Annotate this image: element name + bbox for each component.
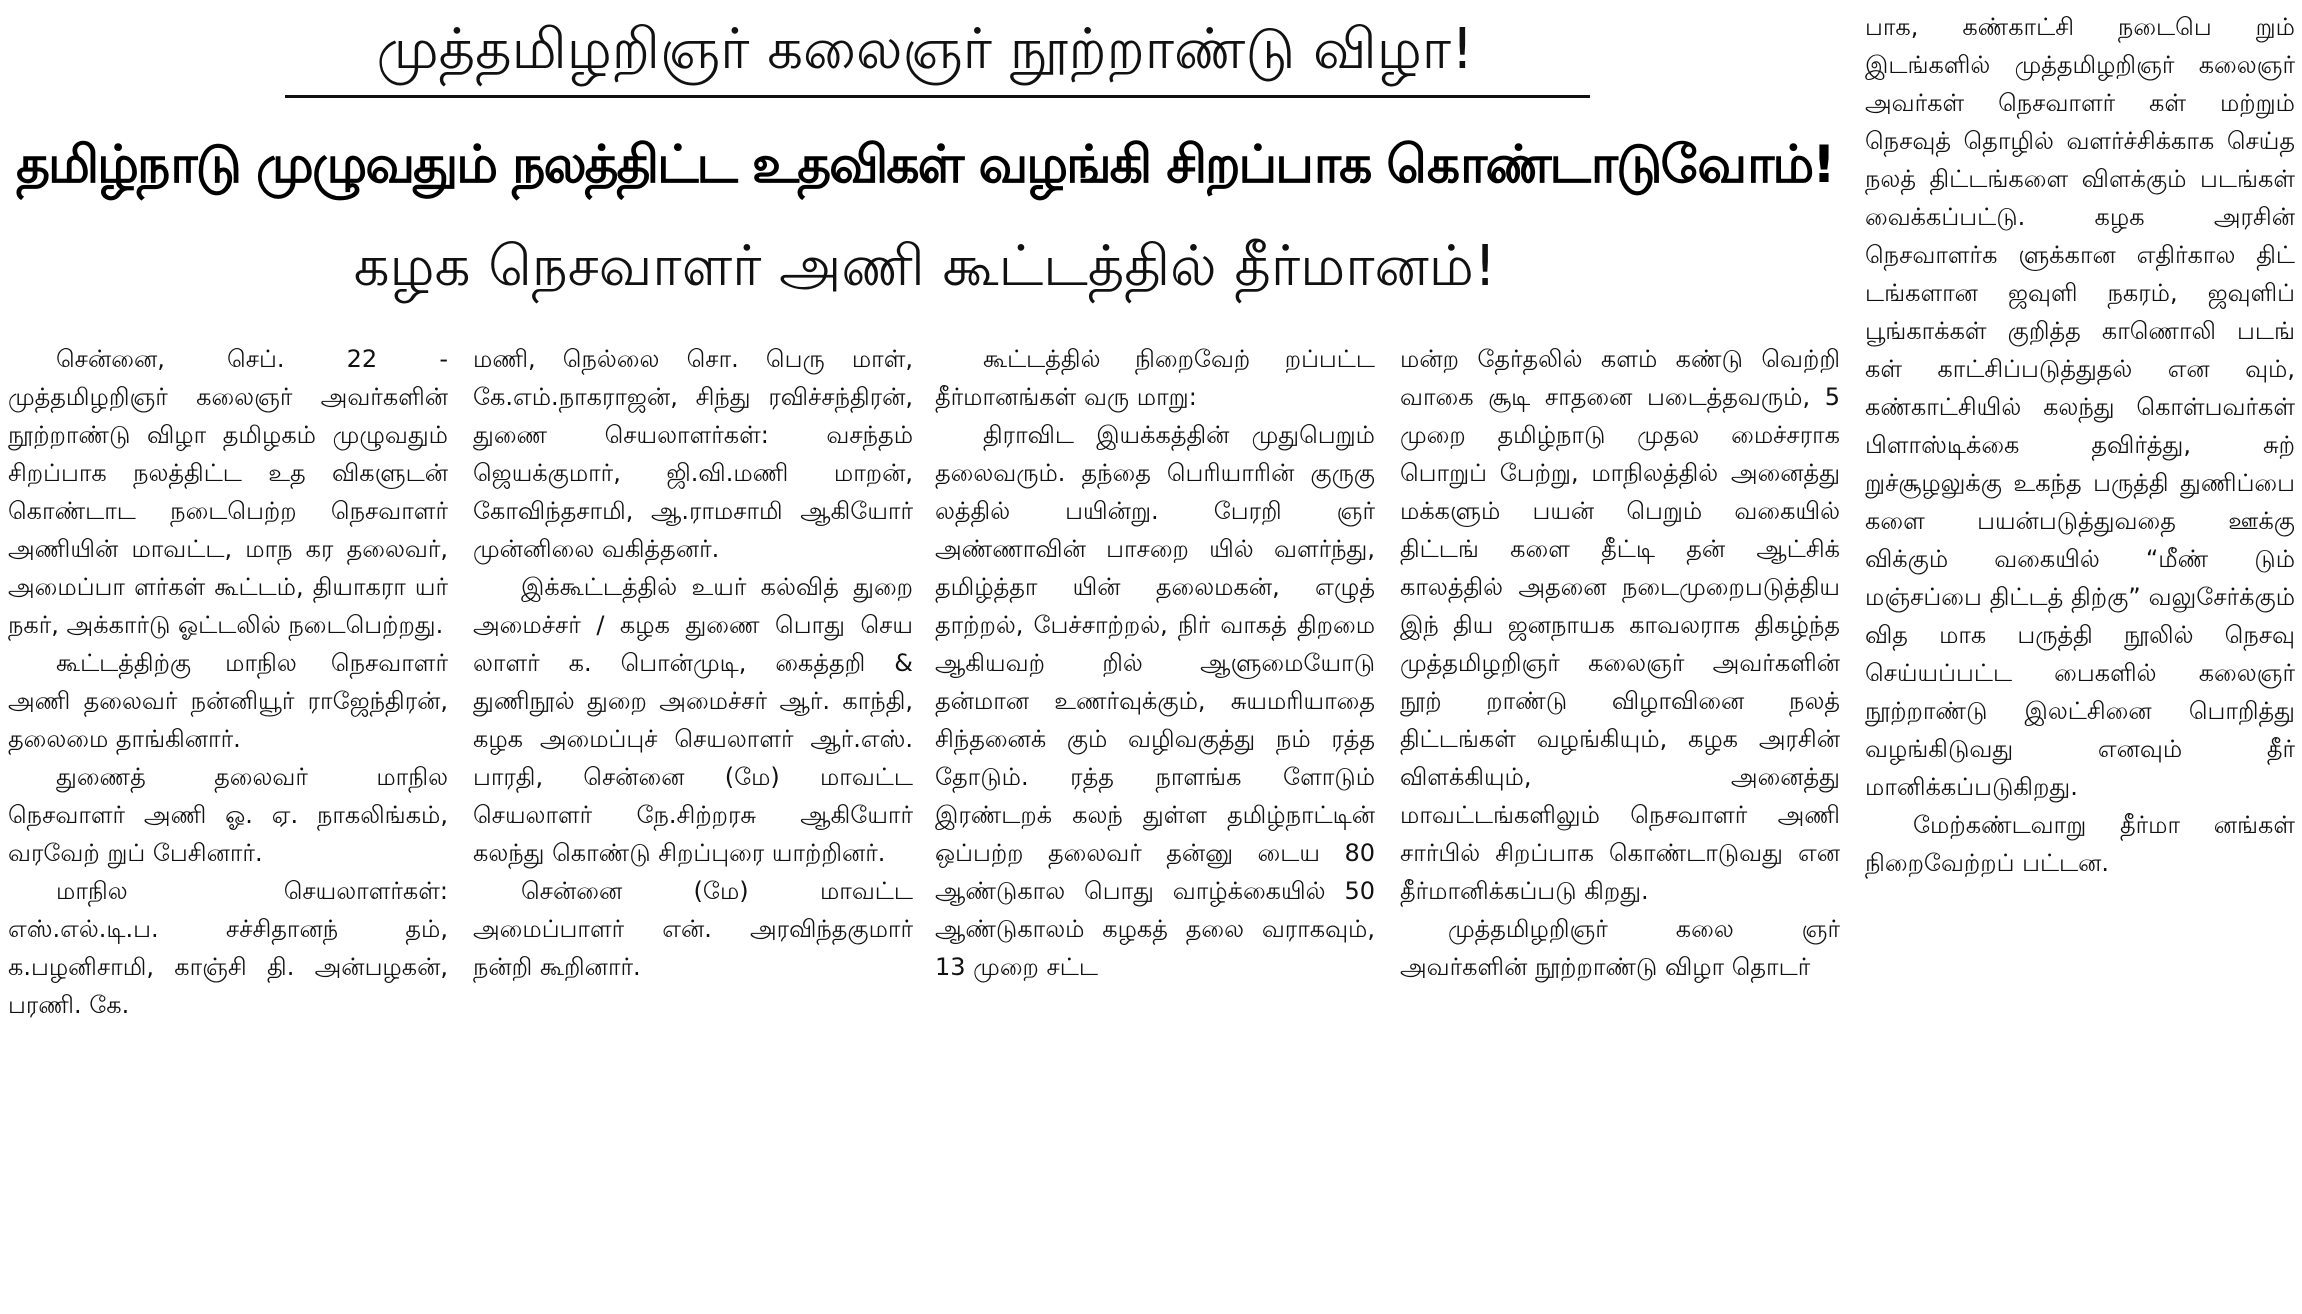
paragraph: மேற்கண்டவாறு தீர்மா னங்கள் நிறைவேற்றப் பட்டன.	[1865, 811, 2295, 877]
article-column-4	[1400, 340, 1840, 1305]
paragraph: மாநில செயலாளர்கள்: எஸ்.எல்.டி.ப. சச்சிதானந் தம், க.பழனிசாமி, காஞ்சி தி. அன்பழகன், பரணி. கே.	[8, 877, 448, 1019]
paragraph: சென்னை (மே) மாவட்ட அமைப்பாளர் என். அரவிந்தகுமார் நன்றி கூறினார்.	[473, 877, 913, 981]
paragraph: திராவிட இயக்கத்தின் முதுபெறும் தலைவரும். தந்தை பெரியாரின் குருகு லத்தில் பயின்று. பேரறி ஞர் அண்ணாவின் பாசறை யில் வளர்ந்து, தமிழ்த்தா யின் தலைமகன், எழுத் தாற்றல், பேச்சாற்றல், நிர் வாகத் திறமை ஆகியவற் றில் ஆளுமையோடு தன்மான உணர்வுக்கும், சுயமரியாதை சிந்தனைக் கும் வழிவகுத்து நம் ரத்த தோடும். ரத்த நாளங்க ளோடும் இரண்டறக் கலந் துள்ள தமிழ்நாட்டின் ஒப்பற்ற தலைவர் தன்னு டைய 80 ஆண்டுகால பொது வாழ்க்கையில் 50 ஆண்டுகாலம் கழகத் தலை வராகவும், 13 முறை சட்ட	[935, 421, 1375, 981]
article-column-5	[1865, 8, 2295, 1308]
article-column-3	[935, 340, 1375, 1305]
paragraph: மன்ற தேர்தலில் களம் கண்டு வெற்றி வாகை சூடி சாதனை படைத்தவரும், 5 முறை தமிழ்நாடு முதல மைச்சராக பொறுப் பேற்று, மாநிலத்தில் அனைத்து மக்களும் பயன் பெறும் வகையில் திட்டங் களை தீட்டி தன் ஆட்சிக் காலத்தில் அதனை நடைமுறைபடுத்திய இந் திய ஜனநாயக காவலராக திகழ்ந்த முத்தமிழறிஞர் கலைஞர் அவர்களின் நூற் றாண்டு விழாவினை நலத் திட்டங்கள் வழங்கியும், கழக அரசின் விளக்கியும், அனைத்து மாவட்டங்களிலும் நெசவாளர் அணி சார்பில் சிறப்பாக கொண்டாடுவது என தீர்மானிக்கப்படு கிறது.	[1400, 345, 1840, 905]
paragraph: சென்னை, செப். 22 - முத்தமிழறிஞர் கலைஞர் அவர்களின் நூற்றாண்டு விழா தமிழகம் முழுவதும் சிறப்பாக நலத்திட்ட உத விகளுடன் கொண்டாட நடைபெற்ற நெசவாளர் அணியின் மாவட்ட, மாந கர தலைவர், அமைப்பா ளர்கள் கூட்டம், தியாகரா யர் நகர், அக்கார்டு ஓட்டலில் நடைபெற்றது.	[8, 345, 448, 639]
headline-area	[0, 0, 1850, 335]
paragraph: கூட்டத்திற்கு மாநில நெசவாளர் அணி தலைவர் நன்னியூர் ராஜேந்திரன், தலைமை தாங்கினார்.	[8, 649, 448, 753]
kicker-underline	[285, 95, 1590, 98]
paragraph: மணி, நெல்லை சொ. பெரு மாள், கே.எம்.நாகராஜன், சிந்து ரவிச்சந்திரன், துணை செயலாளர்கள்: வசந்தம் ஜெயக்குமார், ஜி.வி.மணி மாறன், கோவிந்தசாமி, ஆ.ராமசாமி ஆகியோர் முன்னிலை வகித்தனர்.	[473, 345, 913, 563]
paragraph: முத்தமிழறிஞர் கலை ஞர் அவர்களின் நூற்றாண்டு விழா தொடர்	[1400, 915, 1840, 981]
article-column-1	[8, 340, 448, 1305]
subheadline: கழக நெசவாளர் அணி கூட்டத்தில் தீர்மானம்!	[353, 234, 1497, 299]
paragraph: பாக, கண்காட்சி நடைபெ றும் இடங்களில் முத்தமிழறிஞர் கலைஞர் அவர்கள் நெசவாளர் கள் மற்றும் நெசவுத் தொழில் வளர்ச்சிக்காக செய்த நலத் திட்டங்களை விளக்கும் படங்கள் வைக்கப்பட்டு. கழக அரசின் நெசவாளர்க ளுக்கான எதிர்கால திட் டங்களான ஜவுளி நகரம், ஜவுளிப் பூங்காக்கள் குறித்த காணொலி படங் கள் காட்சிப்படுத்துதல் என வும், கண்காட்சியில் கலந்து கொள்பவர்கள் பிளாஸ்டிக்கை தவிர்த்து, சுற் றுச்சூழலுக்கு உகந்த பருத்தி துணிப்பை களை பயன்படுத்துவதை ஊக்கு விக்கும் வகையில் “மீண் டும் மஞ்சப்பை திட்டத் திற்கு” வலுசேர்க்கும் வித மாக பருத்தி நூலில் நெசவு செய்யப்பட்ட பைகளில் கலைஞர் நூற்றாண்டு இலட்சினை பொறித்து வழங்கிடுவது எனவும் தீர் மானிக்கப்படுகிறது.	[1865, 13, 2295, 801]
headline: தமிழ்நாடு முழுவதும் நலத்திட்ட உதவிகள் வழங்கி சிறப்பாக கொண்டாடுவோம்!	[16, 135, 1834, 195]
paragraph: கூட்டத்தில் நிறைவேற் றப்பட்ட தீர்மானங்கள் வரு மாறு:	[935, 345, 1375, 411]
kicker: முத்தமிழறிஞர் கலைஞர் நூற்றாண்டு விழா!	[376, 17, 1474, 82]
article-column-2	[473, 340, 913, 1305]
paragraph: இக்கூட்டத்தில் உயர் கல்வித் துறை அமைச்சர் / கழக துணை பொது செய லாளர் க. பொன்முடி, கைத்தறி & துணிநூல் துறை அமைச்சர் ஆர். காந்தி, கழக அமைப்புச் செயலாளர் ஆர்.எஸ். பாரதி, சென்னை (மே) மாவட்ட செயலாளர் நே.சிற்றரசு ஆகியோர் கலந்து கொண்டு சிறப்புரை யாற்றினர்.	[473, 573, 913, 867]
paragraph: துணைத் தலைவர் மாநில நெசவாளர் அணி ஓ. ஏ. நாகலிங்கம், வரவேற் றுப் பேசினார்.	[8, 763, 448, 867]
